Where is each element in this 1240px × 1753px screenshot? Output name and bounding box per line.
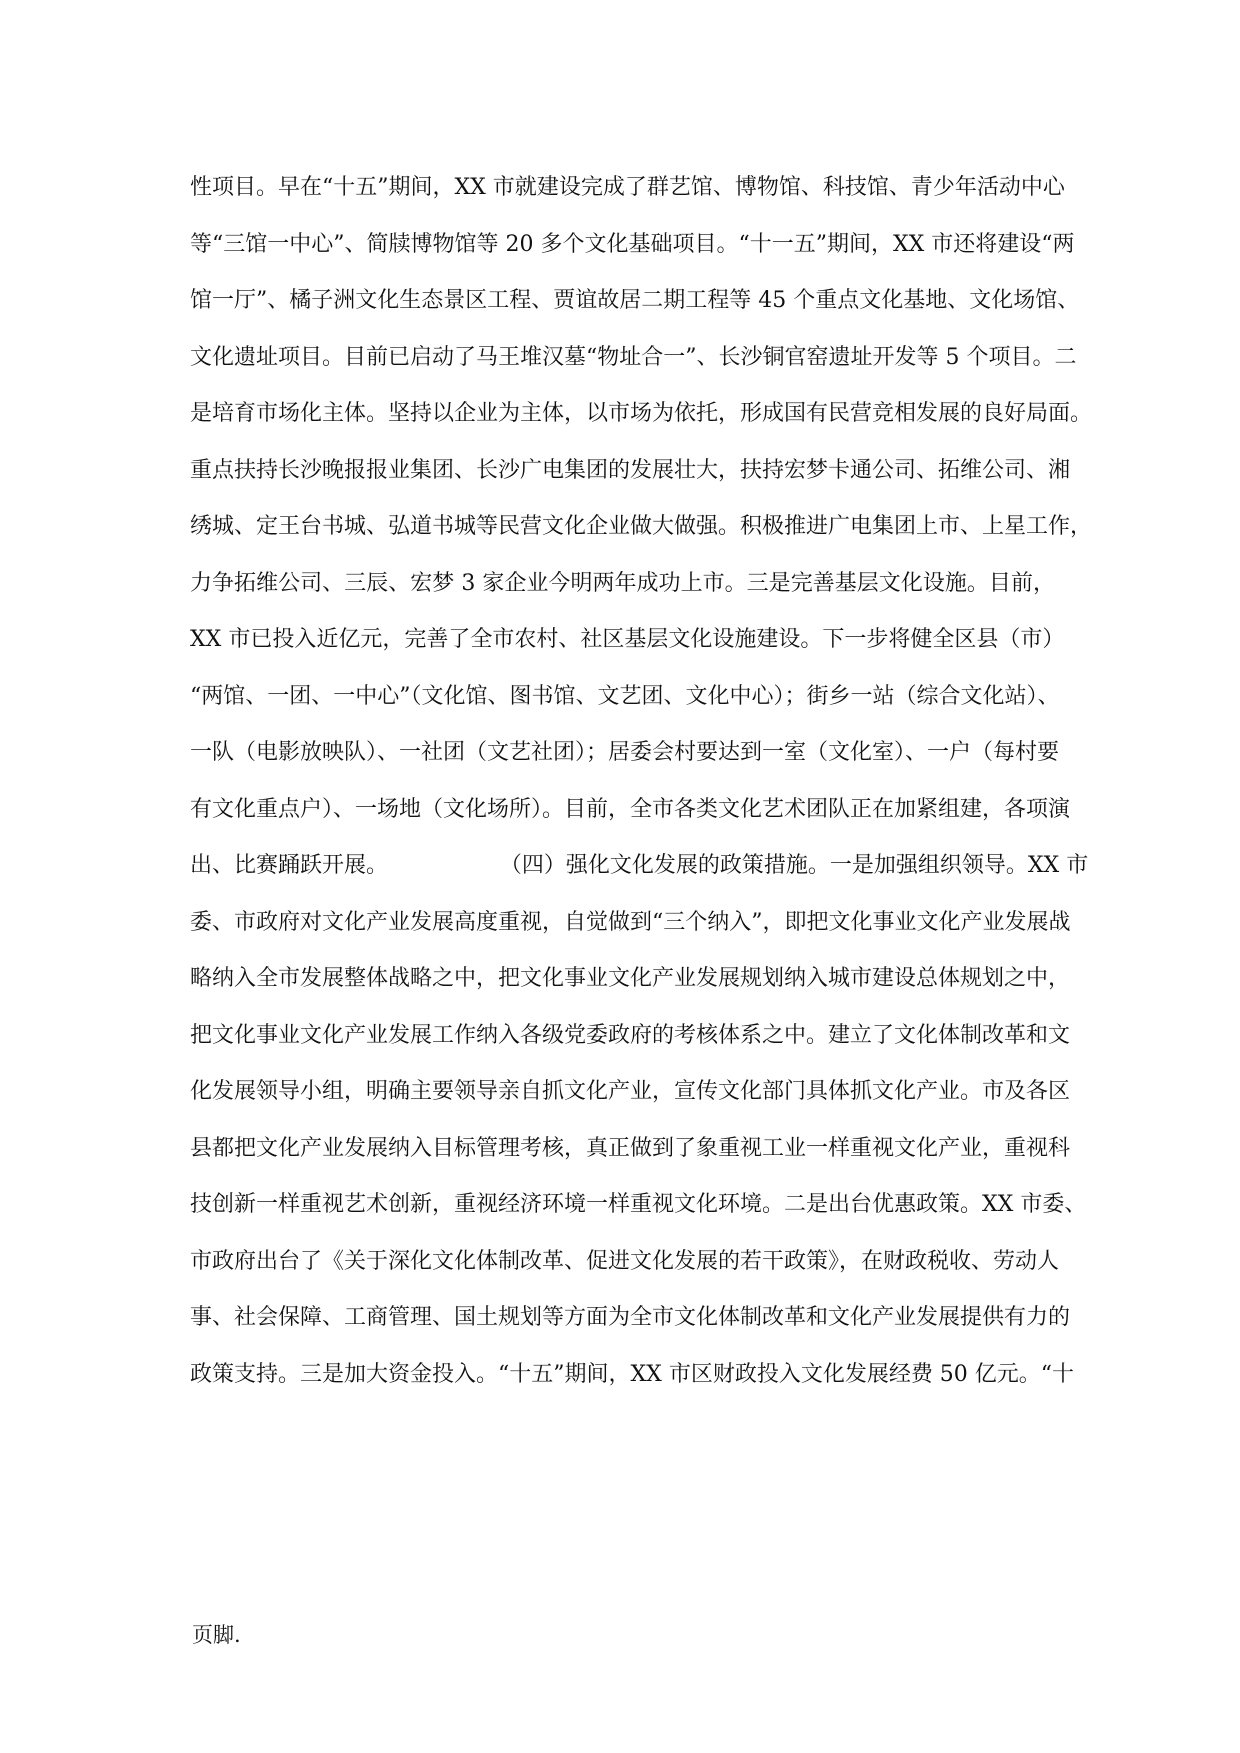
text-line: 有文化重点户）、一场地（文化场所）。目前，全市各类文化艺术团队正在加紧组建，各项演 xyxy=(190,796,1071,822)
text-line: 文化遗址项目。目前已启动了马王堆汉墓“物址合一”、长沙铜官窑遗址开发等 5 个项目。二 xyxy=(190,344,1077,370)
text-line: 政策支持。三是加大资金投入。“十五”期间，XX 市区财政投入文化发展经费 50 亿元。“十 xyxy=(190,1361,1075,1387)
text-line: “两馆、一团、一中心”（文化馆、图书馆、文艺团、文化中心）；街乡一站（综合文化站）、 xyxy=(190,683,1060,709)
text-line: 等“三馆一中心”、简牍博物馆等 20 多个文化基础项目。“十一五”期间，XX 市还将建设“两 xyxy=(190,231,1075,257)
body-text xyxy=(190,160,1093,1403)
text-line: 力争拓维公司、三辰、宏梦 3 家企业今明两年成功上市。三是完善基层文化设施。目前， xyxy=(190,570,1055,596)
text-line: XX 市已投入近亿元，完善了全市农村、社区基层文化设施建设。下一步将健全区县（市） xyxy=(190,627,1065,652)
text-line: 绣城、定王台书城、弘道书城等民营文化企业做大做强。积极推进广电集团上市、上星工作， xyxy=(190,514,1093,539)
text-line: 委、市政府对文化产业发展高度重视，自觉做到“三个纳入”，即把文化事业文化产业发展战 xyxy=(190,909,1071,935)
text-line: 性项目。早在“十五”期间，XX 市就建设完成了群艺馆、博物馆、科技馆、青少年活动中心 xyxy=(190,175,1065,200)
text-line: 技创新一样重视艺术创新，重视经济环境一样重视文化环境。二是出台优惠政策。XX 市委、 xyxy=(190,1192,1087,1217)
text-line: 出、比赛踊跃开展。 （四）强化文化发展的政策措施。一是加强组织领导。XX 市 xyxy=(190,853,1089,878)
text-line: 县都把文化产业发展纳入目标管理考核，真正做到了象重视工业一样重视文化产业，重视科 xyxy=(190,1135,1071,1161)
text-line: 把文化事业文化产业发展工作纳入各级党委政府的考核体系之中。建立了文化体制改革和文 xyxy=(190,1022,1071,1048)
text-line: 馆一厅”、橘子洲文化生态景区工程、贾谊故居二期工程等 45 个重点文化基地、文化场馆、 xyxy=(190,288,1080,313)
text-line: 市政府出台了《关于深化文化体制改革、促进文化发展的若干政策》，在财政税收、劳动人 xyxy=(190,1248,1060,1274)
text-line: 事、社会保障、工商管理、国土规划等方面为全市文化体制改革和文化产业发展提供有力的 xyxy=(190,1305,1071,1330)
text-line: 一队（电影放映队）、一社团（文艺社团）；居委会村要达到一室（文化室）、一户（每村要 xyxy=(190,740,1060,765)
text-line: 略纳入全市发展整体战略之中，把文化事业文化产业发展规划纳入城市建设总体规划之中， xyxy=(190,966,1071,991)
text-line: 重点扶持长沙晚报报业集团、长沙广电集团的发展壮大，扶持宏梦卡通公司、拓维公司、湘 xyxy=(190,457,1071,483)
text-line: 是培育市场化主体。坚持以企业为主体，以市场为依托，形成国有民营竞相发展的良好局面。 xyxy=(190,401,1093,426)
text-line: 化发展领导小组，明确主要领导亲自抓文化产业，宣传文化部门具体抓文化产业。市及各区 xyxy=(190,1079,1071,1104)
page-footer: 页脚. xyxy=(192,1623,241,1647)
